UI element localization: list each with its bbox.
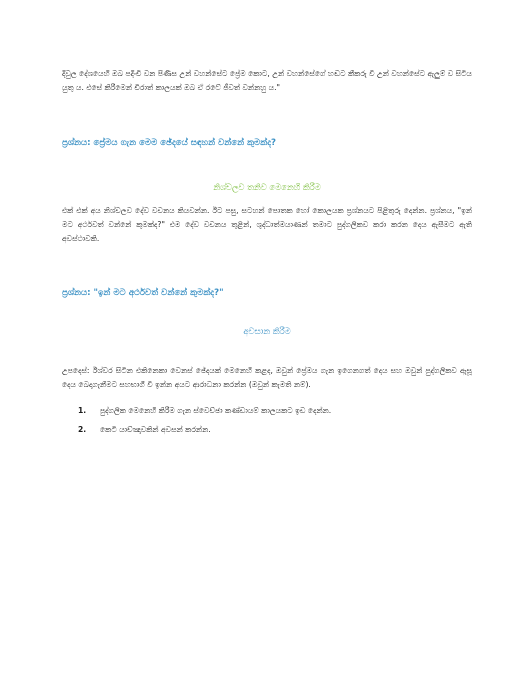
- paragraph-silent-meditation: එක් එක් අය නිශ්චලව දේව වචනය කියවන්න. ඊට පසු, සටහන් පොතක හෝ කොලයක ප්‍රශ්නයට පිළිතුරු දෙන්න. ප්‍රශ්නය, "ඉන් මට අර්ථවත් වන්නේ කුමක්ද?" එම දේව වචනය තුළින්, ශුද්ධාත්මයාණන් තමාට පුද්ගලිකව කරා කරන දෙය ඇසීමට ඇති අවස්ථාවකි.: [62, 206, 472, 243]
- list-number: 1.: [78, 406, 87, 415]
- question-meaning: ප්‍රශ්නය: "ඉන් මට අර්ථවත් වන්නේ කුමක්ද?": [62, 288, 224, 298]
- heading-silent-meditation: නිශ්චලව තනිව මෙනෙහි කිරීම: [213, 182, 321, 192]
- question-love-passage: ප්‍රශ්නය: ප්‍රේමය ගැන මෙම ඡේදයේ සඳහන් වන්නේ කුමක්ද?: [62, 138, 277, 148]
- list-item: [62, 404, 482, 418]
- paragraph-closing-instructions: උපදෙස්: ඊශ්වර සිටින එකිනෙකා වෙනස් ඡේදයක් මෙනෙහි කළද, ඔවුන් ප්‍රේමය ගැන ඉගෙනගත් දෙය සහ ඔවුන් පුද්ගලිකව ඇසූ දෙය බෙදාගැනීමට සහභාගී වී ඉන්න අයට ආරාධනා කරන්න (ඔවුන් කැමති නම්).: [62, 366, 472, 389]
- heading-closing: අවසාන කිරීම: [243, 326, 291, 336]
- paragraph-love-obedience: දිවුල දේශයෙහි ඔබ පදිංචි වන පිණිස උන් වහන්සේට ප්‍රේම කොට, උන් වහන්සේගේ හඬට කීකරු වී උන් වහන්සේට ඇලුම් ව සිටිය යුතු ය. එසේ කිරීමෙන් චිරාත් කාලයක් ඔබ ඒ රටේ ජීවත් වන්නහු ය.": [62, 69, 472, 92]
- list-number: 2.: [78, 425, 87, 434]
- closing-steps-list: [62, 404, 482, 442]
- list-item: [62, 423, 482, 437]
- list-item-text: පුද්ගලික මෙනෙහි කිරීම ගැන ස්වෙච්ඡා කණ්ඩායම් කාලයකට ඉඩ දෙන්න.: [100, 406, 332, 415]
- list-item-text: කෙටි යාච්ඤාවකින් අවසන් කරන්න.: [100, 425, 211, 434]
